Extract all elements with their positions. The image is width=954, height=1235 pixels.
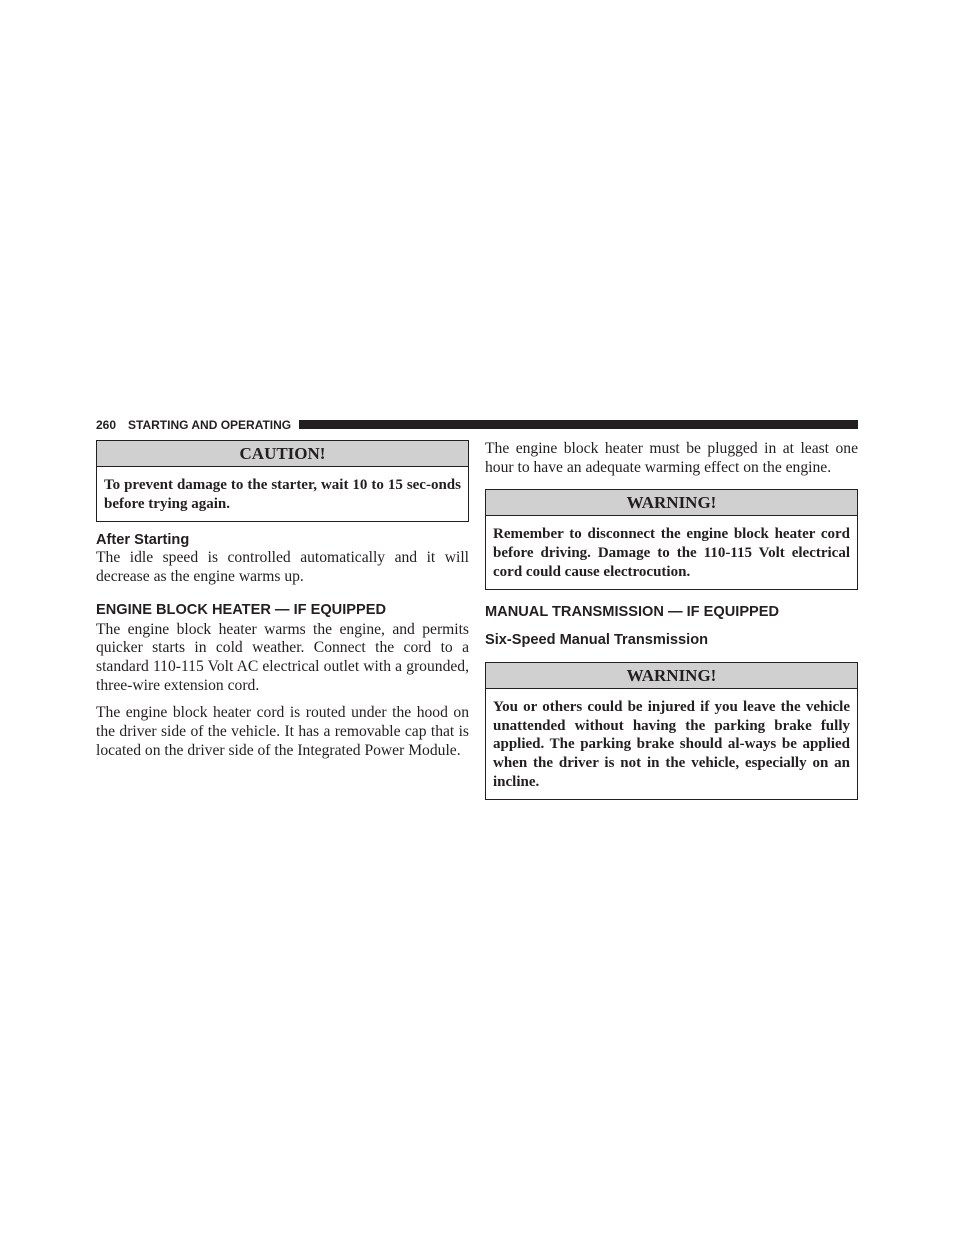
after-starting-heading: After Starting [96,532,190,549]
warning-title: WARNING! [486,490,857,516]
warning-box-disconnect [485,489,858,590]
caution-box [96,440,469,522]
six-speed-subheading: Six-Speed Manual Transmission [485,632,709,649]
left-column [96,440,469,761]
engine-block-heater-paragraph-2: The engine block heater cord is routed under the hood on the driver side of the vehicle. It has a removable cap that is located on the driver side of the Integrated Power Module. [96,704,469,759]
engine-block-heater-heading: ENGINE BLOCK HEATER — IF EQUIPPED [96,601,387,618]
manual-transmission-heading: MANUAL TRANSMISSION — IF EQUIPPED [485,604,780,621]
right-column [485,440,858,800]
plug-in-text: The engine block heater must be plugged in at least one hour to have an adequate warming effect on the engine. [485,440,858,476]
engine-block-heater-paragraph-1: The engine block heater warms the engine, and permits quicker starts in cold weather. Connect the cord to a standard 110-115 Volt AC electrical outlet with a grounded, three-wire extension cord. [96,620,469,694]
warning-box-parking-brake [485,662,858,800]
caution-body: To prevent damage to the starter, wait 10 to 15 sec-onds before trying again. [104,477,461,512]
after-starting-text: The idle speed is controlled automatically and it will decrease as the engine warms up. [96,549,469,585]
header-rule [299,420,858,429]
page-header [96,417,858,432]
warning-title: WARNING! [486,663,857,689]
section-title: STARTING AND OPERATING [128,417,292,432]
caution-title: CAUTION! [97,441,468,467]
warning-body: You or others could be injured if you leave the vehicle unattended without having the parking brake fully applied. The parking brake should al-ways be applied when the driver is not in the vehicle, especially on an incline. [493,699,850,790]
page-number: 260 [96,417,117,432]
warning-body: Remember to disconnect the engine block heater cord before driving. Damage to the 110-115 Volt electrical cord could cause electrocution. [493,526,850,580]
